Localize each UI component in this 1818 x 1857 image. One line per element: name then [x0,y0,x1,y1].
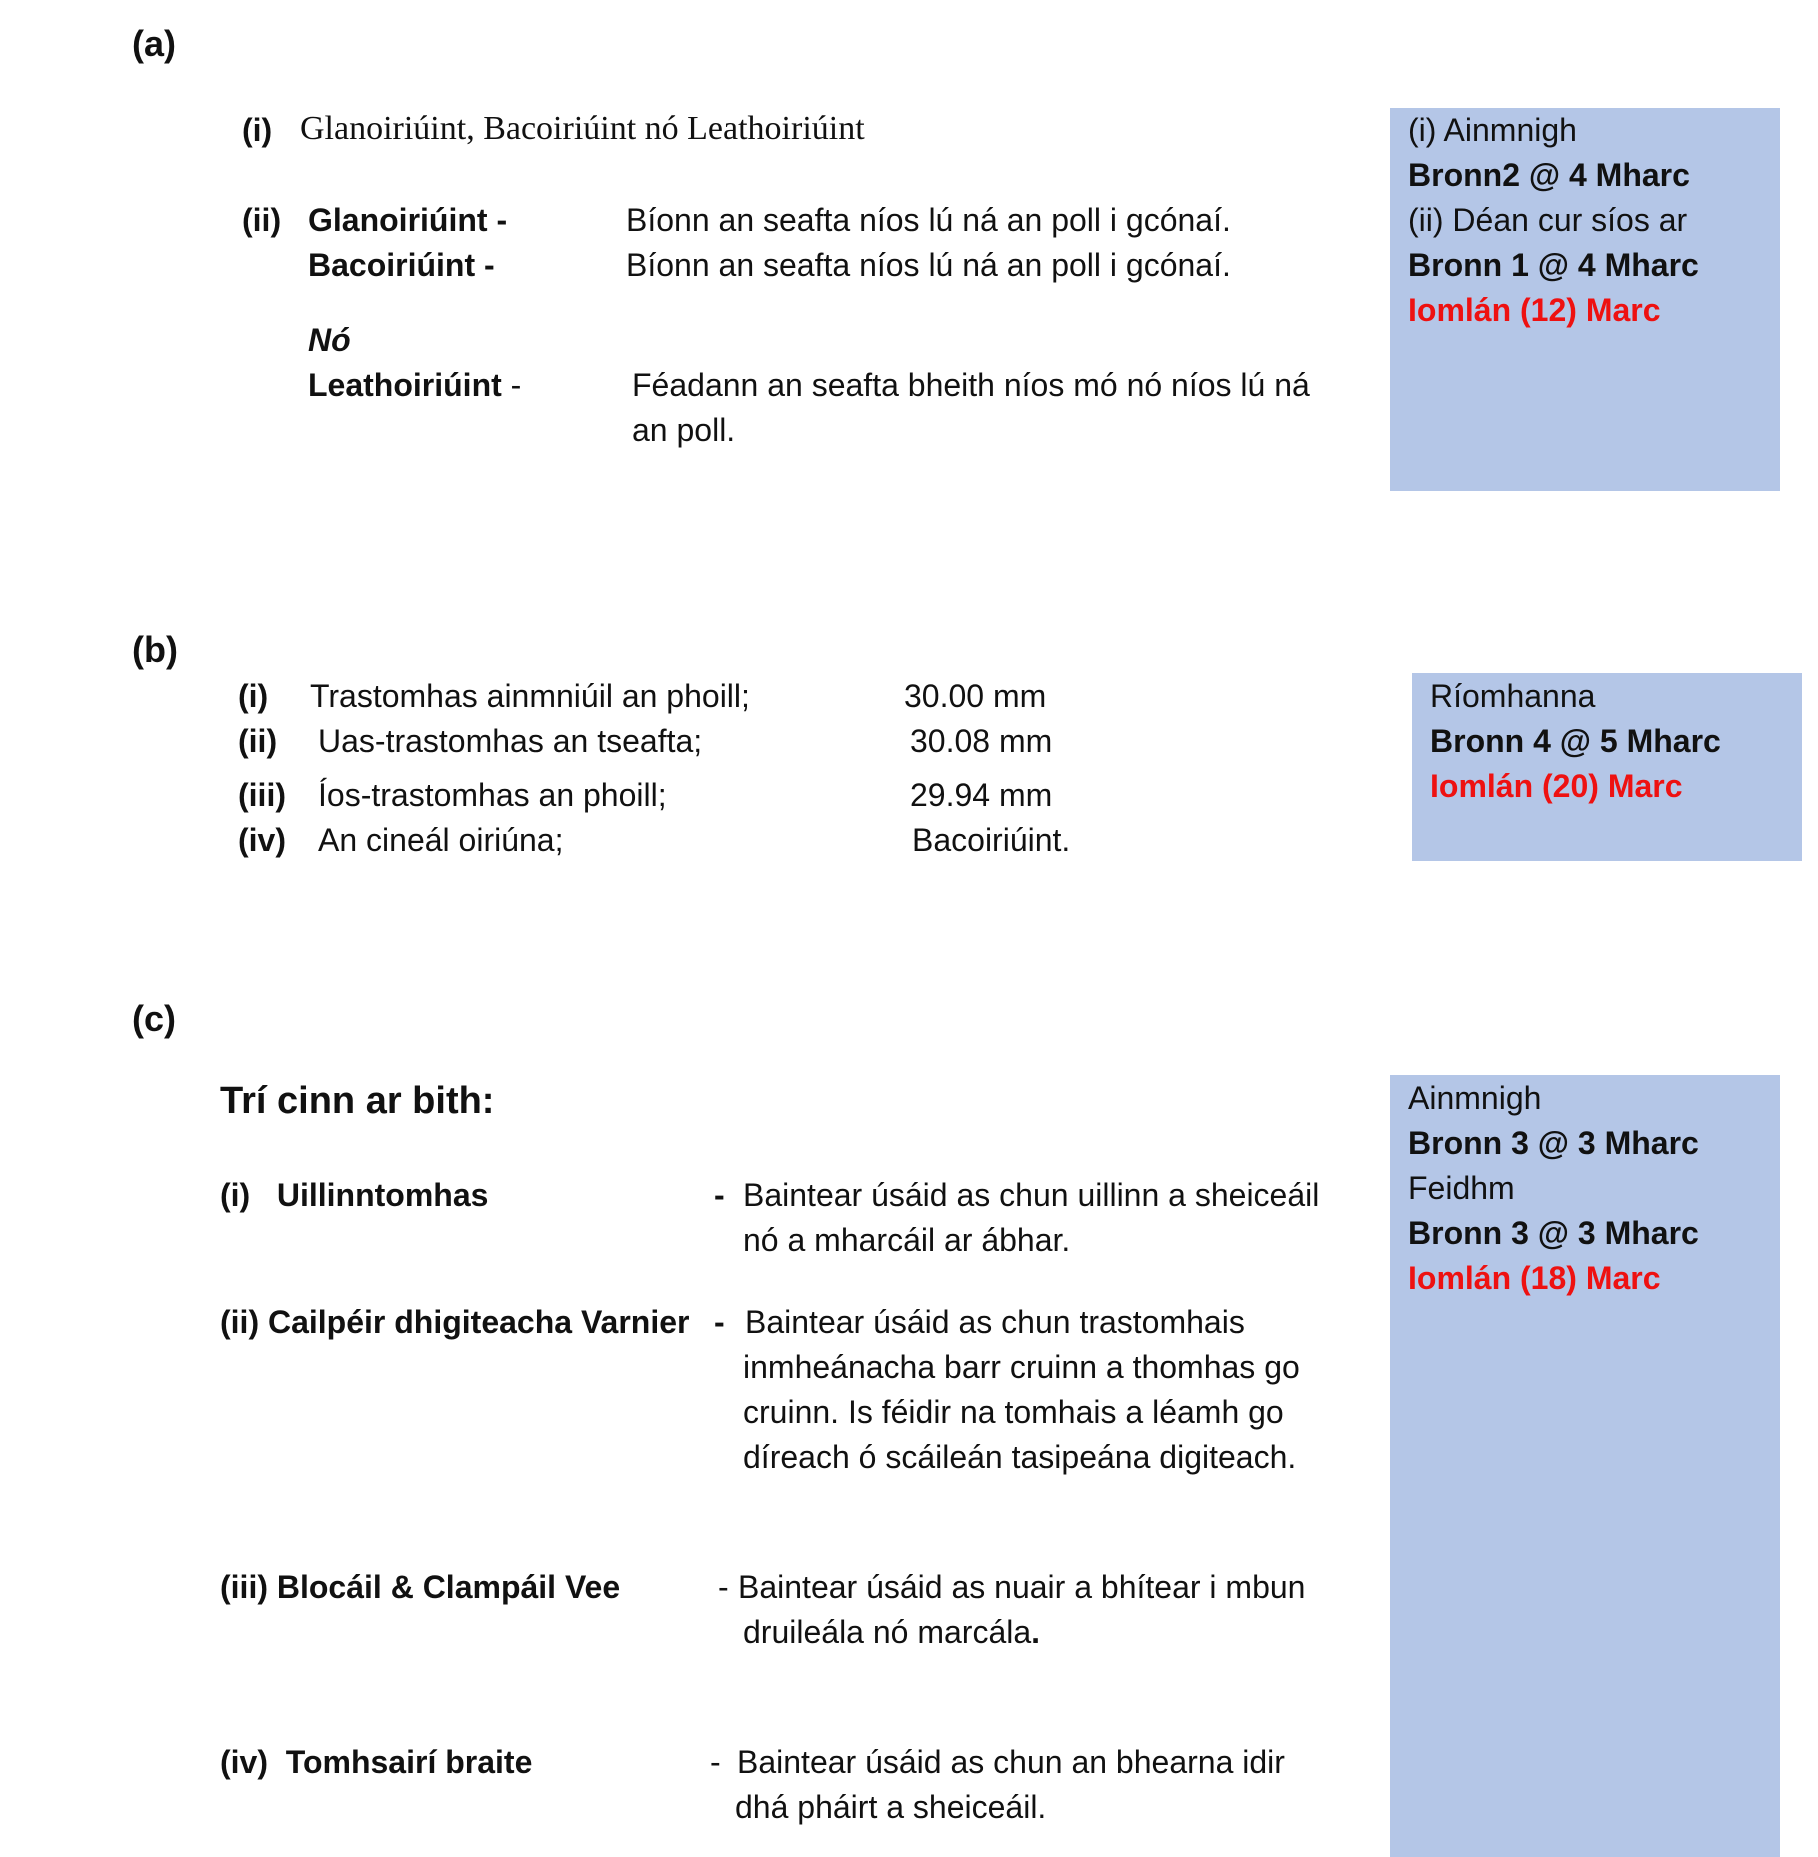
marks-b-total: Iomlán (20) Marc [1430,768,1683,804]
a-ii-desc-leathoiriuint-1: Féadann an seafta bheith níos mó nó níos lú ná [632,367,1310,403]
section-c-label: (c) [132,998,176,1039]
c-item-dash: - [710,1744,721,1780]
b-row-number: (ii) [238,723,278,759]
c-item-desc-line: Baintear úsáid as nuair a bhítear i mbun [738,1569,1306,1605]
a-ii-term-leathoiriuint: Leathoiriúint [308,367,502,403]
marks-c-line-4: Bronn 3 @ 3 Mharc [1408,1215,1699,1251]
b-row-text: An cineál oiriúna; [318,822,564,858]
marks-box-a [1390,108,1780,491]
marks-a-line-1: (i) Ainmnigh [1408,112,1577,148]
c-item-desc-line: díreach ó scáileán tasipeána digiteach. [743,1439,1297,1475]
b-row-number: (iv) [238,822,286,858]
marks-b-line-2: Bronn 4 @ 5 Mharc [1430,723,1721,759]
marks-c-total: Iomlán (18) Marc [1408,1260,1661,1296]
c-item-term: (iii) Blocáil & Clampáil Vee [220,1569,621,1605]
b-row-value: 30.00 mm [904,678,1047,714]
b-row-value: 29.94 mm [910,777,1053,813]
a-ii-desc-bacoiriuint: Bíonn an seafta níos lú ná an poll i gcónaí. [626,247,1231,283]
marks-box-b [1412,673,1802,861]
c-item-dash: - [718,1569,729,1605]
b-row-value: 30.08 mm [910,723,1053,759]
a-ii-term-leathoiriuint-row [308,365,521,405]
b-row-text: Íos-trastomhas an phoill; [318,777,667,813]
marks-c-line-2: Bronn 3 @ 3 Mharc [1408,1125,1699,1161]
c-item-dash: - [714,1177,725,1213]
a-ii-number: (ii) [242,202,282,238]
b-row-text: Uas-trastomhas an tseafta; [318,723,703,759]
c-item-term: (i) Uillinntomhas [220,1177,489,1213]
a-ii-term-glanoiriuint: Glanoiriúint - [308,202,508,238]
b-row-text: Trastomhas ainmniúil an phoill; [310,678,750,714]
marks-a-line-3: (ii) Déan cur síos ar [1408,202,1688,238]
c-item-desc-line: Baintear úsáid as chun an bhearna idir [737,1744,1285,1780]
c-item-desc-line: nó a mharcáil ar ábhar. [743,1222,1071,1258]
c-item-desc-line: druileála nó marcála. [743,1614,1041,1650]
a-ii-desc-glanoiriuint: Bíonn an seafta níos lú ná an poll i gcónaí. [626,202,1231,238]
c-item-desc-line: Baintear úsáid as chun trastomhais [745,1304,1245,1340]
c-item-desc-line: cruinn. Is féidir na tomhais a léamh go [743,1394,1284,1430]
section-a-label: (a) [132,23,176,64]
a-ii-term-dash: - [501,367,522,403]
a-i-text: Glanoiriúint, Bacoiriúint nó Leathoiriúint [300,110,865,147]
a-ii-term-bacoiriuint: Bacoiriúint - [308,247,495,283]
marks-a-line-4: Bronn 1 @ 4 Mharc [1408,247,1699,283]
marks-c-line-3: Feidhm [1408,1170,1515,1206]
marks-a-line-2: Bronn2 @ 4 Mharc [1408,157,1690,193]
c-item-dash: - [714,1304,725,1340]
b-row-number: (iii) [238,777,286,813]
marks-b-line-1: Ríomhanna [1430,678,1596,714]
marks-a-total: Iomlán (12) Marc [1408,292,1661,328]
marks-c-line-1: Ainmnigh [1408,1080,1542,1116]
section-c-heading: Trí cinn ar bith: [220,1080,495,1122]
c-item-desc-line: dhá pháirt a sheiceáil. [735,1789,1047,1825]
marks-box-c [1390,1075,1780,1857]
a-ii-desc-leathoiriuint-2: an poll. [632,412,736,448]
c-item-term: (iv) Tomhsairí braite [220,1744,533,1780]
b-row-number: (i) [238,678,269,714]
a-i-number: (i) [242,112,273,148]
b-row-value: Bacoiriúint. [912,822,1071,858]
c-item-desc-line: Baintear úsáid as chun uillinn a sheiceáil [743,1177,1320,1213]
a-ii-or: Nó [308,322,351,358]
c-item-desc-line: inmheánacha barr cruinn a thomhas go [743,1349,1300,1385]
c-item-term: (ii) Cailpéir dhigiteacha Varnier [220,1304,690,1340]
section-b-label: (b) [132,629,178,670]
